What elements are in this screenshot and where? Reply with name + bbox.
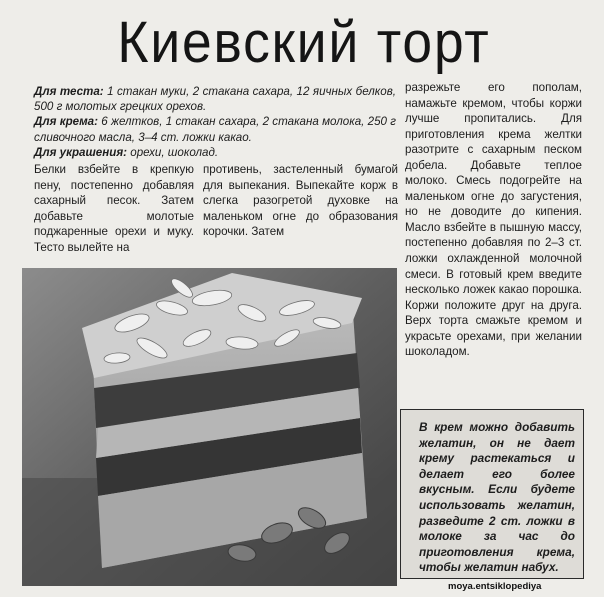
column-3-text: разрежьте его пополам, намажьте кремом, чтобы коржи лучше пропитались. Для приготовления крема желтки разотрите с сахарным песком добела. Добавьте теплое молоко. Смесь подогрейте на маленьком огне до загустения, но не доводите до кипения. Масло взбейте в пышную массу, постепенно добавляя по 2–3 ст. ложки охлажденной молочной смеси. В готовый крем введите несколько ложек какао порошка. Коржи положите друг на друга. Верх торта смажьте кремом и украсьте орехами, при желании шоколадом. [405, 81, 582, 359]
ingredients-dough [34, 84, 396, 114]
cream-text: 6 желтков, 1 стакан сахара, 2 стакана молока, 250 г сливочного масла, 3–4 ст. ложки какао. [34, 115, 397, 144]
article-column-3 [405, 80, 582, 360]
source-watermark: moya.entsiklopediya [448, 581, 542, 592]
ingredients-decor [34, 145, 396, 160]
cake-photo [22, 268, 397, 586]
cake-illustration [22, 268, 397, 586]
page-title: Киевский торт [117, 10, 491, 75]
dough-label: Для теста: [34, 85, 104, 98]
decor-text: орехи, шоколад. [127, 145, 219, 159]
dough-text: 1 стакан муки, 2 стакана сахара, 12 яичных белков, 500 г молотых грецких орехов. [34, 85, 396, 114]
ingredients-list [34, 84, 396, 160]
article-column-1 [34, 162, 194, 256]
decor-label: Для украшения: [34, 145, 128, 159]
article-column-2 [203, 162, 398, 240]
ingredients-cream [34, 114, 396, 144]
tip-box [400, 409, 584, 579]
tip-text: В крем можно добавить желатин, он не дает крему растекаться и делает его более вкусным. Если будете использовать желатин, разведите 2 ст. ложки в молоке за час до приготовления крема, чтобы желатин набух. [419, 420, 575, 575]
cream-label: Для крема: [34, 115, 98, 129]
column-2-text: противень, застеленный бумагой для выпекания. Выпекайте корж в слегка разогретой духовке на маленьком огне до образования корочки. Затем [203, 163, 398, 239]
column-1-text: Белки взбейте в крепкую пену, постепенно добавляя сахарный песок. Затем добавьте молотые поджаренные орехи и муку. Тесто вылейте на [34, 163, 194, 254]
